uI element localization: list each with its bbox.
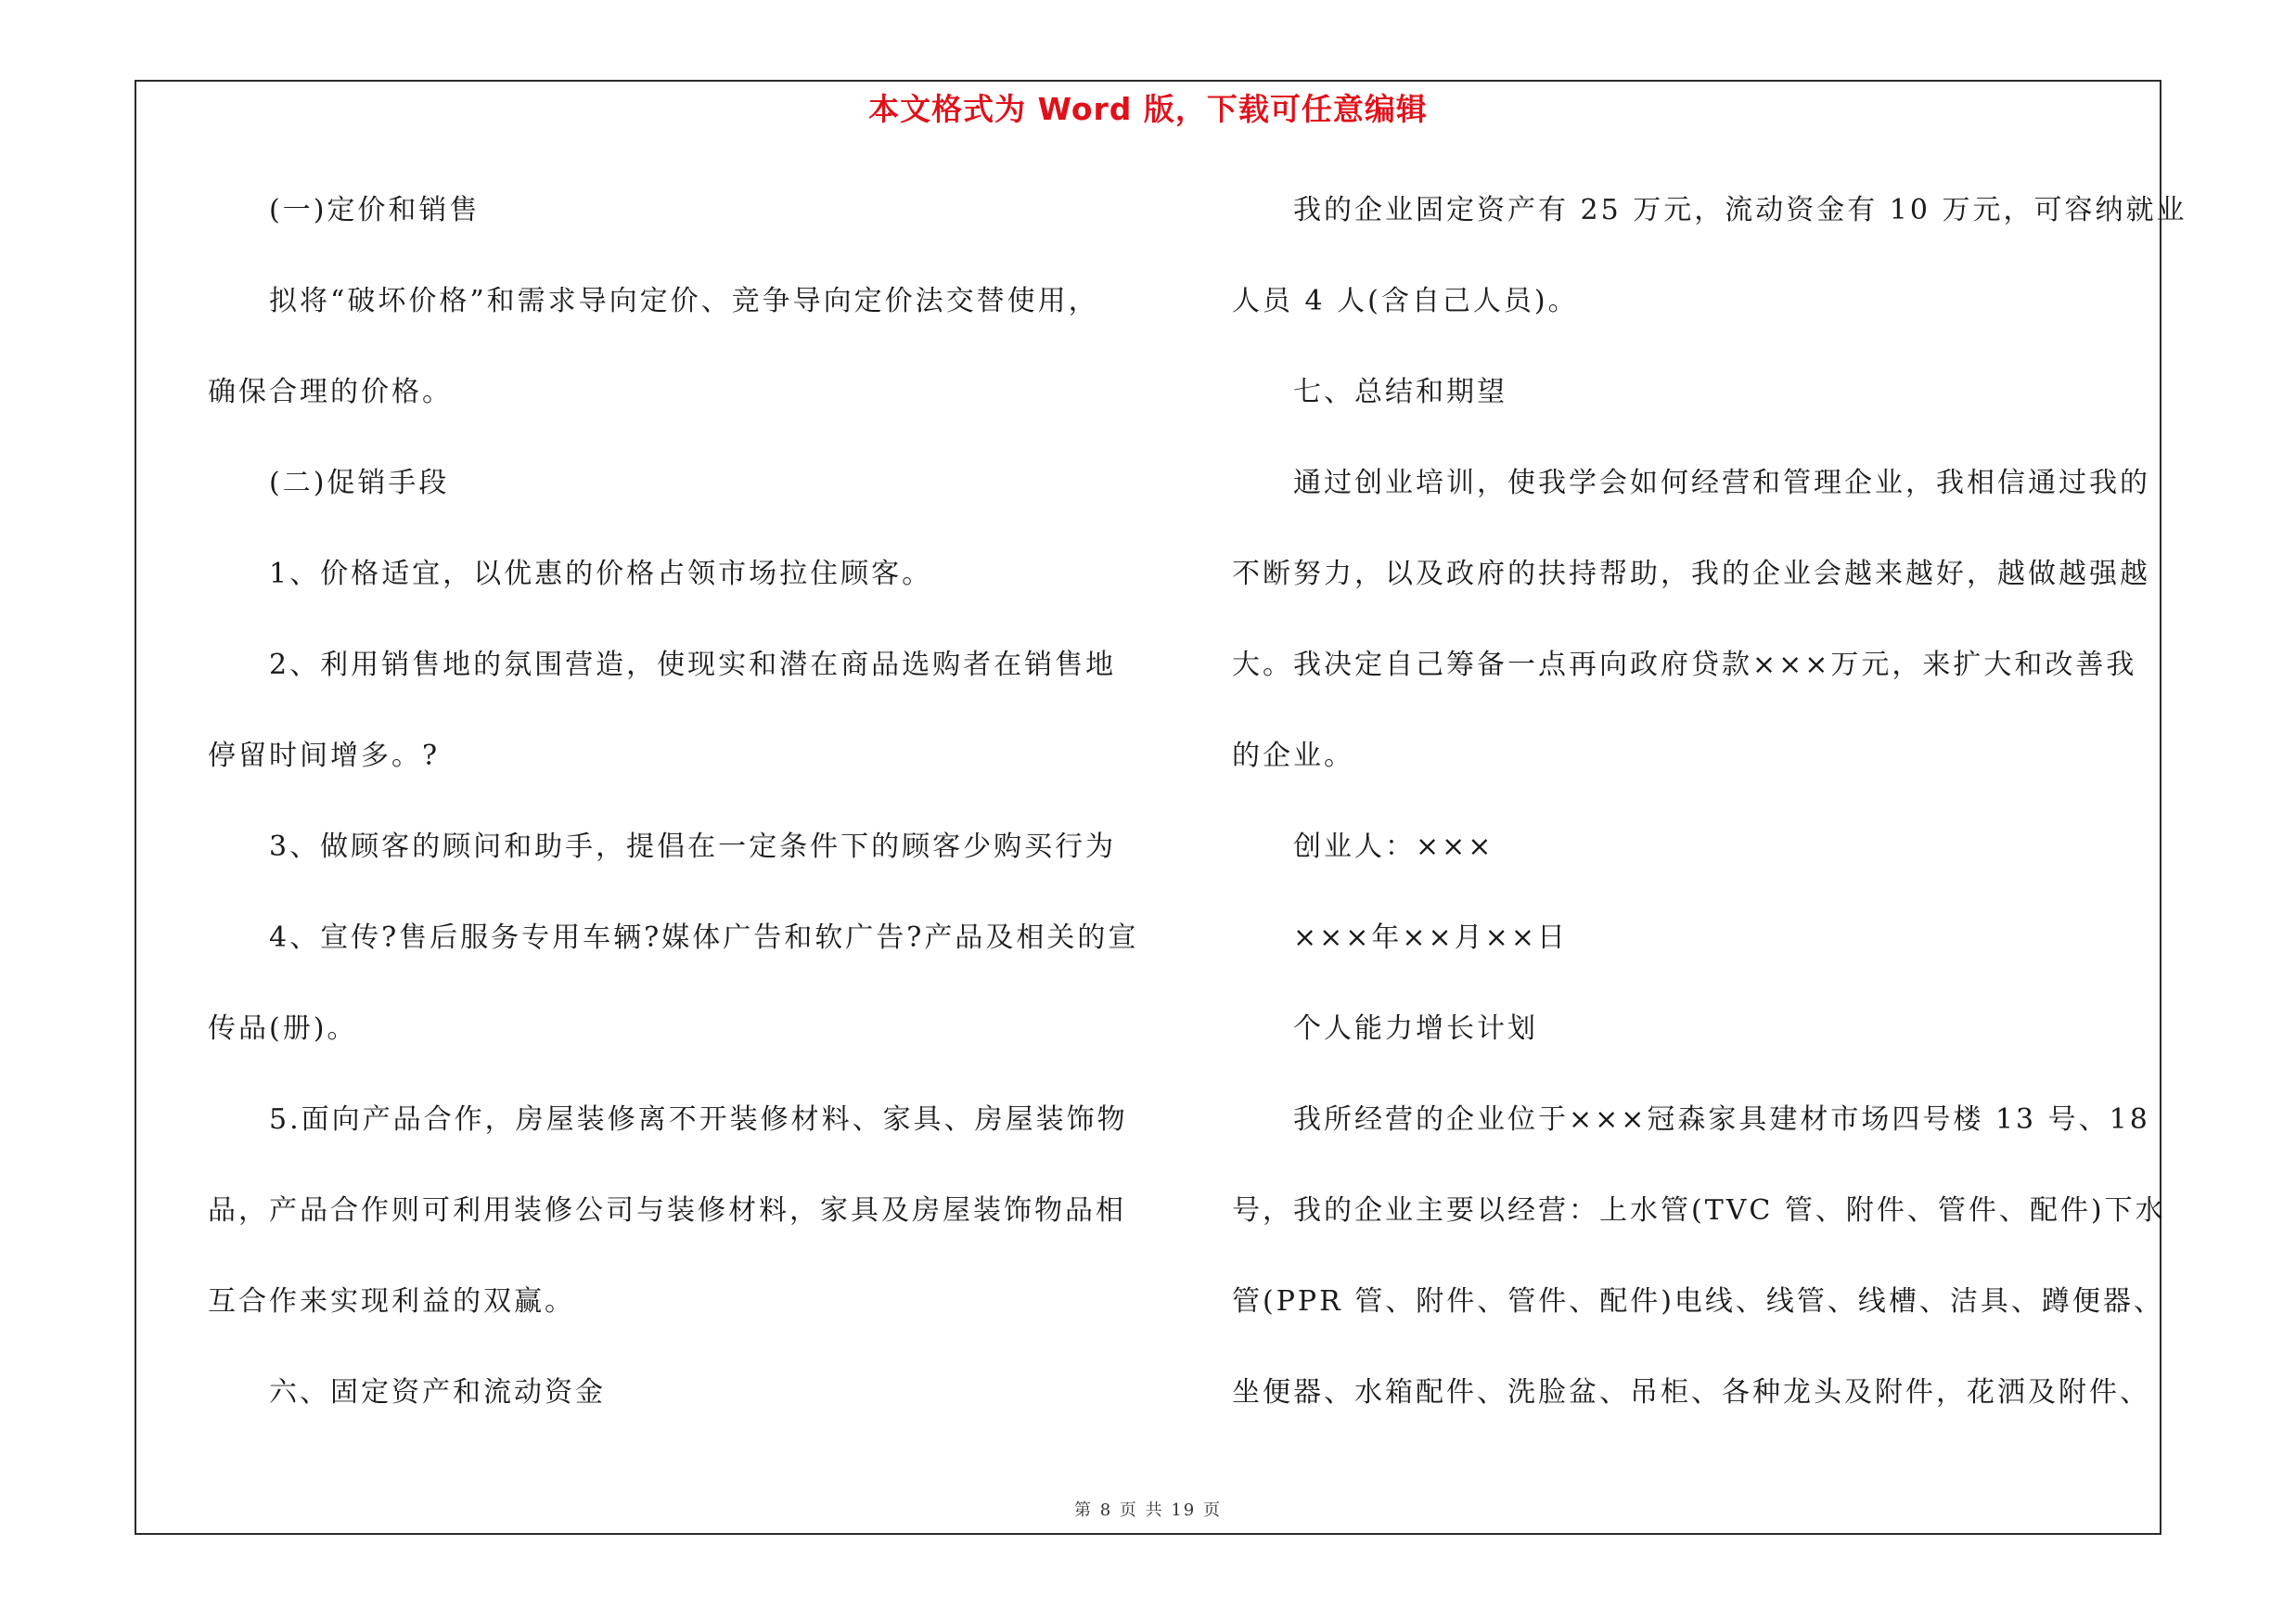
paragraph-line: 坐便器、水箱配件、洗脸盆、吊柜、各种龙头及附件，花洒及附件、 [1232,1376,2150,1409]
paragraph-line: 停留时间增多。? [208,740,441,772]
editable-format-banner: 本文格式为 Word 版，下载可任意编辑 [868,91,1428,127]
paragraph-line: 七、总结和期望 [1293,376,1507,408]
paragraph-line: 5.面向产品合作，房屋装修离不开装修材料、家具、房屋装饰物 [269,1103,1128,1136]
paragraph-line: 1、价格适宜，以优惠的价格占领市场拉住顾客。 [269,558,933,590]
paragraph-line: 4、宣传?售后服务专用车辆?媒体广告和软广告?产品及相关的宣 [269,921,1139,954]
paragraph-line: 创业人：××× [1293,831,1494,863]
paragraph-line: 互合作来实现利益的双赢。 [208,1285,575,1318]
paragraph-line: 3、做顾客的顾问和助手，提倡在一定条件下的顾客少购买行为 [269,831,1117,863]
paragraph-line: 号，我的企业主要以经营：上水管(TVC 管、附件、管件、配件)下水 [1232,1194,2166,1227]
paragraph-line: 确保合理的价格。 [208,376,453,408]
page-number-footer: 第 8 页 共 19 页 [1074,1501,1222,1520]
paragraph-line: 我的企业固定资产有 25 万元，流动资金有 10 万元，可容纳就业 [1293,194,2187,226]
paragraph-line: 品，产品合作则可利用装修公司与装修材料，家具及房屋装饰物品相 [208,1194,1126,1227]
paragraph-line: (一)定价和销售 [269,194,481,226]
right-text-column [1232,184,2187,1457]
paragraph-line: 2、利用销售地的氛围营造，使现实和潜在商品选购者在销售地 [269,649,1117,681]
paragraph-line: 的企业。 [1232,740,1354,772]
paragraph-line: 不断努力，以及政府的扶持帮助，我的企业会越来越好，越做越强越 [1232,558,2150,590]
paragraph-line: 拟将“破坏价格”和需求导向定价、竞争导向定价法交替使用， [269,285,1099,317]
left-text-column [208,184,1139,1457]
paragraph-line: 传品(册)。 [208,1012,358,1045]
paragraph-line: 个人能力增长计划 [1293,1012,1538,1045]
paragraph-line: 我所经营的企业位于×××冠森家具建材市场四号楼 13 号、18 [1293,1103,2150,1136]
paragraph-line: 大。我决定自己筹备一点再向政府贷款×××万元，来扩大和改善我 [1232,649,2137,681]
paragraph-line: 六、固定资产和流动资金 [269,1376,606,1409]
paragraph-line: (二)促销手段 [269,467,450,499]
paragraph-line: ×××年××月××日 [1293,921,1568,954]
paragraph-line: 通过创业培训，使我学会如何经营和管理企业，我相信通过我的 [1293,467,2150,499]
paragraph-line: 人员 4 人(含自己人员)。 [1232,285,1579,317]
paragraph-line: 管(PPR 管、附件、管件、配件)电线、线管、线槽、洁具、蹲便器、 [1232,1285,2164,1318]
